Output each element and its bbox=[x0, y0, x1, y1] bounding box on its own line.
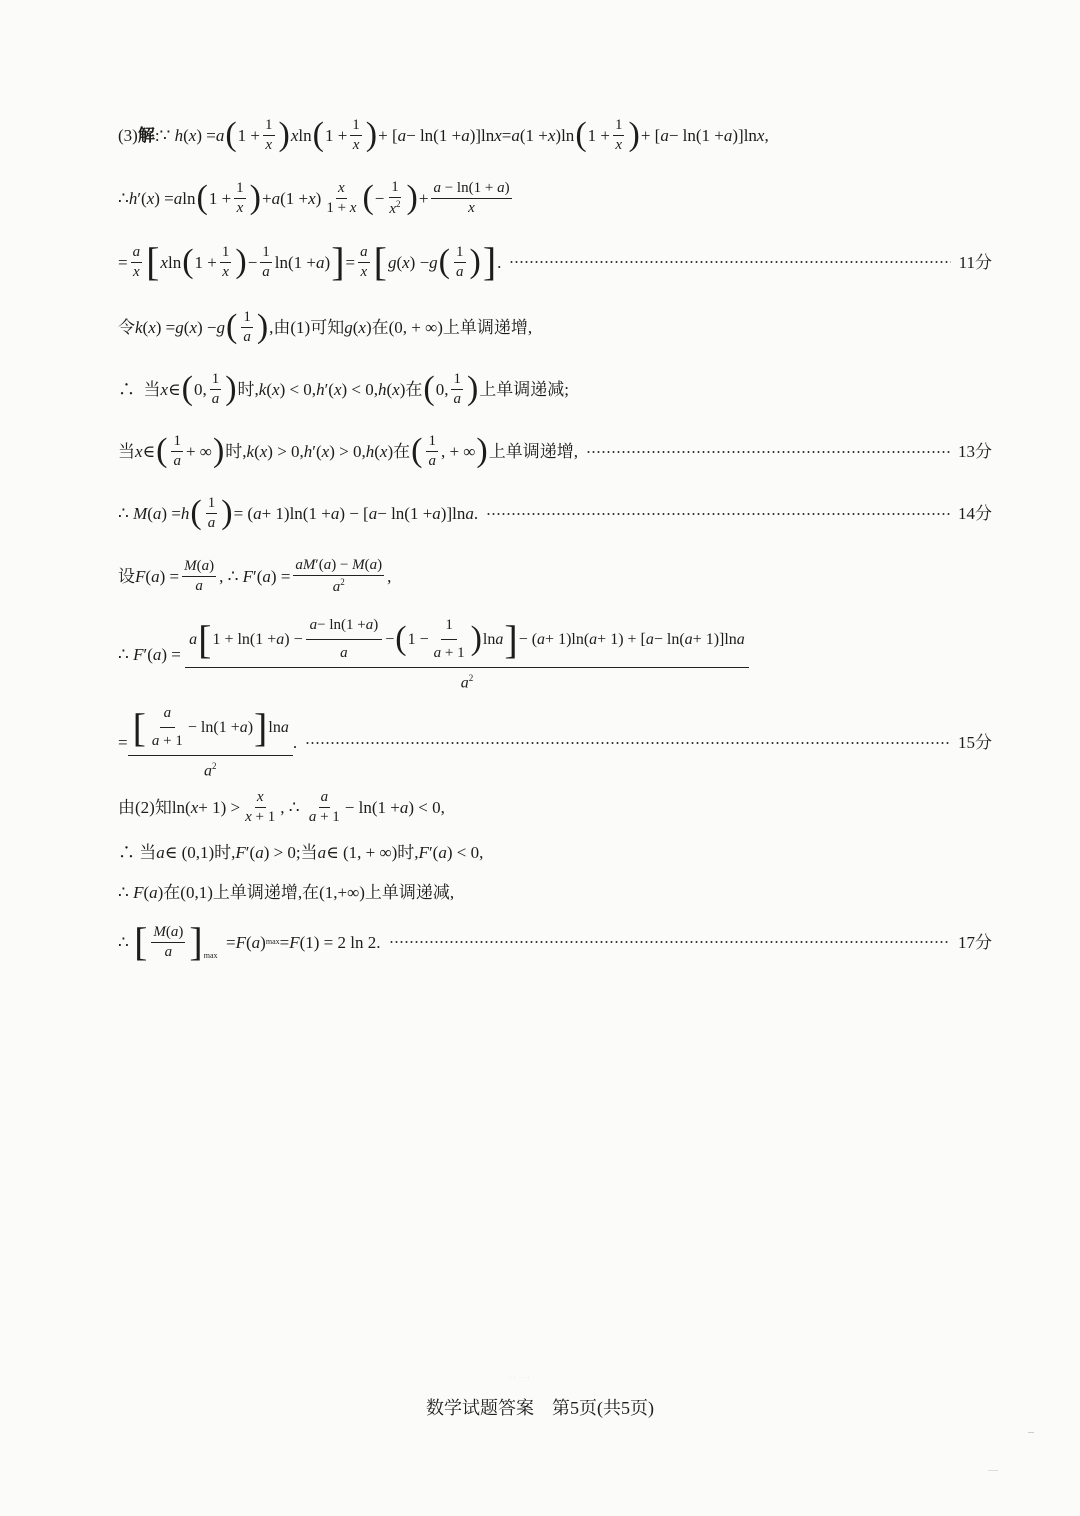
score-17: 17分 bbox=[958, 932, 992, 952]
leader-dots bbox=[305, 742, 950, 744]
solution-line-6: 当 x ∈ ( $\frac{1}{a}$ + ∞ ) 时, k ( x ) > 0, h ′( x ) > 0, h ( x )在 ( $\frac{1}{a}$ , + ∞ ) 上单调递增, 13分 bbox=[118, 432, 992, 470]
leader-dots bbox=[586, 451, 950, 453]
solution-line-13: ∴ F ( a )在(0,1)上单调递增,在(1,+∞)上单调递减, bbox=[118, 883, 455, 902]
scan-artifact bbox=[988, 1470, 998, 1471]
solution-line-7: ∴ M ( a ) = h ( $\frac{1}{a}$ ) = ( a + 1)ln(1 + a ) − [ a − ln(1 + a )]ln a . 14分 bbox=[118, 494, 992, 532]
solution-line-3: = $\frac{a}{x}$ [ x ln ( 1 + $\frac{1}{x}$ ) − $\frac{1}{a}$ ln(1 + a ) ] = $\frac{a}{x}$ [ g ( x ) − g ( $\frac{1}{a}$ ) ] . 11分 bbox=[118, 239, 992, 284]
score-13: 13分 bbox=[958, 442, 992, 461]
leader-dots bbox=[486, 513, 950, 515]
solution-line-10: = [ $\frac{a}{a + 1}$ − ln(1 + a ) ] ln a $a^2$ . 15分 bbox=[118, 704, 992, 780]
solution-line-1: (3) 解 :∵ h ( x ) = a ( 1 + $\frac{1}{x}$ ) x ln ( 1 + $\frac{1}{x}$ ) + [ a − ln(1 + a )]ln x = a (1 + x )ln ( 1 + $\frac{1}{x}$ ) + [ a − ln(1 + a )]ln x , bbox=[118, 116, 769, 154]
fraction-15: [ $\frac{a}{a + 1}$ − ln(1 + a ) ] ln a $a^2$ bbox=[128, 706, 293, 779]
solution-line-4: 令 k ( x ) = g ( x ) − g ( $\frac{1}{a}$ ) ,由(1)可知 g ( x )在(0, + ∞)上单调递增, bbox=[118, 308, 533, 346]
solution-line-8: 设 F ( a ) = $\frac{M(a)}{a}$ , ∴ F ′( a ) = $\frac{aM'(a) - M(a)}{a^2}$ , bbox=[118, 557, 392, 595]
solution-line-9: ∴ F ′( a ) = a [ 1 + ln(1 + a ) − a − ln(1 + a ) a − ( 1 − $\frac{1}{a + 1}$ ) ln a ] − ( a + 1)ln( a + 1) + [ a − ln( a + 1)]ln a $a^2$ bbox=[118, 618, 992, 691]
leader-dots bbox=[389, 941, 951, 943]
score-11: 11分 bbox=[958, 252, 992, 272]
page-footer: 数学试题答案 第5页(共5页) bbox=[426, 1398, 654, 1418]
solution-line-2: ∴ h ′( x ) = a ln ( 1 + $\frac{1}{x}$ ) + a (1 + x ) $\frac{x}{1 + x}$ ( − $\frac{1}{x^2}$ ) + $\frac{a - \ln(1 + a)}{x}$ bbox=[118, 179, 510, 217]
big-fraction: a [ 1 + ln(1 + a ) − a − ln(1 + a ) a − ( 1 − $\frac{1}{a + 1}$ ) ln a ] − ( a + 1)ln( a + 1) + [ a − ln( a + 1)]ln a $a^2$ bbox=[185, 618, 749, 691]
score-15: 15分 bbox=[958, 733, 992, 753]
solution-line-5: ∴ 当 x ∈ ( 0, $\frac{1}{a}$ ) 时, k ( x ) < 0, h ′( x ) < 0, h ( x )在 ( 0, $\frac{1}{a}$ ) 上单调递减; bbox=[118, 370, 570, 408]
score-14: 14分 bbox=[958, 504, 992, 523]
scan-mark: ·· ··· bbox=[510, 1376, 532, 1381]
solution-line-14: ∴ [ $\frac{M(a)}{a}$ ] $_{max}$ = F ( a ) max = F (1) = 2 ln 2. 17分 bbox=[118, 919, 992, 964]
solution-line-11: 由(2)知ln( x + 1) > $\frac{x}{x + 1}$ , ∴ $\frac{a}{a + 1}$ − ln(1 + a ) < 0, bbox=[118, 789, 445, 825]
solution-line-12: ∴ 当 a ∈ (0,1)时, F ′( a ) > 0;当 a ∈ (1, + ∞)时, F ′( a ) < 0, bbox=[118, 843, 484, 862]
leader-dots bbox=[509, 261, 950, 263]
scan-artifact bbox=[1028, 1432, 1034, 1433]
